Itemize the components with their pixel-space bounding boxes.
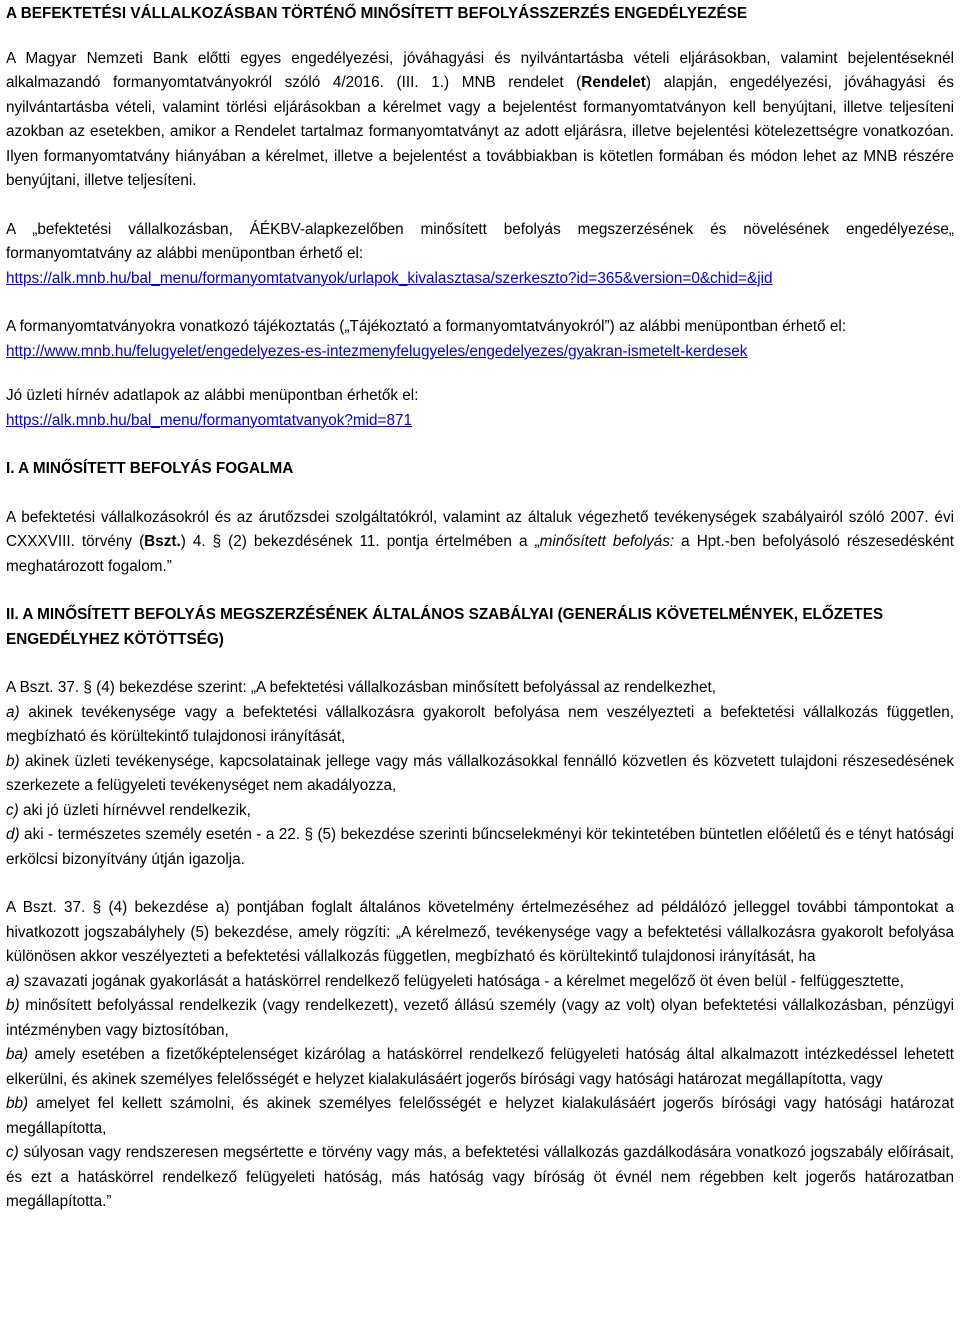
list-item — [6, 1043, 954, 1092]
list-item-text: amely esetében a fizetőképtelenséget kizárólag a hatáskörrel rendelkező felügyeleti hatóság által alkalmazott intézkedéssel lehetett elkerülni, és akinek személyes felelősségét e helyzet kialakulásáért jogerős bírósági vagy hatósági határozat megállapította, vagy — [6, 1046, 954, 1088]
list-item-text: súlyosan vagy rendszeresen megsértette e törvény vagy más, a befektetési vállalkozás gazdálkodására vonatkozó jogszabály előírásait, és ezt a hatáskörrel rendelkező felügyeleti hatóság, más hatóság vagy bíróság öt évnél nem régebben kelt jogerős határozatban megállapította.” — [6, 1144, 954, 1210]
list-item-text: minősített befolyással rendelkezik (vagy rendelkezett), vezető állású személy (vagy az volt) olyan befektetési vállalkozásban, pénzügyi intézményben vagy biztosítóban, — [6, 997, 954, 1039]
section-1-paragraph — [6, 506, 954, 580]
reputation-link[interactable]: https://alk.mnb.hu/bal_menu/formanyomtatvanyok?mid=871 — [6, 411, 413, 429]
list-item-text: szavazati jogának gyakorlását a hatáskörrel rendelkező felügyeleti hatósága - a kérelmet megelőző öt éven belül - felfüggesztette, — [19, 972, 904, 990]
list-item — [6, 994, 954, 1043]
list-item-text: akinek üzleti tevékenysége, kapcsolatainak jellege vagy más vállalkozásokkal fennálló közvetlen és közvetett tulajdoni részesedésének szerkezete a felügyeleti tevékenységet nem akadályozza, — [6, 752, 954, 794]
list-item — [6, 799, 954, 824]
section-2-intro-2: A Bszt. 37. § (4) bekezdése a) pontjában foglalt általános követelmény értelmezéséhez ad példálózó jelleggel további támpontokat a hivatkozott jogszabályhely (5) bekezdése, amely rögzíti: „A kérelmező, tevékenysége vagy a befektetési vállalkozásra gyakorolt befolyása különösen akkor veszélyezteti a befektetési vállalkozás független, megbízható és körültekintő tulajdonosi irányítását, ha — [6, 899, 954, 965]
list-item — [6, 970, 954, 995]
list-item-text: akinek tevékenysége vagy a befektetési vállalkozásra gyakorolt befolyása nem veszélyezteti a befektetési vállalkozás független, megbízható és körültekintő tulajdonosi irányítását, — [6, 703, 954, 745]
section-1-text-1: A befektetési vállalkozásokról és az árutőzsdei szolgáltatókról, valamint az általuk végezhető tevékenységek szabályairól szóló 2007. évi CXXXVIII. törvény ( — [6, 508, 954, 550]
list-item-text: aki jó üzleti hírnévvel rendelkezik, — [18, 801, 251, 819]
section-1-heading: I. A MINŐSÍTETT BEFOLYÁS FOGALMA — [6, 460, 294, 477]
list-item-text: aki - természetes személy esetén - a 22. § (5) bekezdése szerinti bűncselekményi kör tekintetében büntetlen előéletű és e tényt hatósági erkölcsi bizonyítvány útján igazolja. — [6, 826, 954, 868]
list-item-text: amelyet fel kellett számolni, és akinek személyes felelősségét e helyzet kialakulásáért jogerős bírósági vagy hatósági határozat megállapította, — [6, 1095, 954, 1137]
form-link-line — [6, 267, 954, 292]
list-item-label: a) — [6, 703, 20, 721]
form-paragraph: A „befektetési vállalkozásban, ÁÉKBV-alapkezelőben minősített befolyás megszerzésének és növelésének engedélyezése„ formanyomtatvány az alábbi menüpontban érhető el: — [6, 220, 954, 262]
list-item — [6, 750, 954, 799]
list-item — [6, 1092, 954, 1141]
list-item-label: c) — [6, 1144, 19, 1161]
info-link[interactable]: http://www.mnb.hu/felugyelet/engedelyezes-es-intezmenyfelugyeles/engedelyezes/gyakran-ismetelt-kerdesek — [6, 342, 748, 360]
list-item-label: ba) — [6, 1046, 29, 1063]
list-item — [6, 823, 954, 872]
info-link-line — [6, 340, 954, 365]
form-link[interactable]: https://alk.mnb.hu/bal_menu/formanyomtatvanyok/urlapok_kivalasztasa/szerkeszto?id=365&version=0&chid=&jid — [6, 269, 773, 287]
section-2-intro: A Bszt. 37. § (4) bekezdése szerint: „A befektetési vállalkozásban minősített befolyással az rendelkezhet, — [6, 679, 716, 696]
influence-term: minősített befolyás: — [539, 533, 675, 550]
list-item-label: bb) — [6, 1095, 29, 1112]
bszt-term: Bszt. — [144, 533, 181, 550]
section-1-text-3: a Hpt.-ben befolyásoló részesedésként meghatározott fogalom.” — [6, 533, 954, 575]
list-item — [6, 701, 954, 750]
reputation-link-line — [6, 409, 954, 434]
reputation-paragraph: Jó üzleti hírnév adatlapok az alábbi menüpontban érhetők el: — [6, 387, 419, 404]
section-1-text-2: ) 4. § (2) bekezdésének 11. pontja értelmében a „ — [180, 533, 540, 550]
intro-text-1: A Magyar Nemzeti Bank előtti egyes engedélyezési, jóváhagyási és nyilvántartásba vételi eljárásokban, valamint bejelentéseknél alkalmazandó formanyomtatványokról szóló 4/2016. (III. 1.) MNB rendelet ( — [6, 49, 954, 91]
intro-text-2: ) alapján, engedélyezési, jóváhagyási és nyilvántartásba vételi, valamint törlési eljárásokban a kérelmet vagy a bejelentést formanyomtatványon kell benyújtani, illetve teljesíteni azokban az esetekben, amikor a Rendelet tartalmaz formanyomtatványt az adott eljárásra, illetve bejelentési kötelezettségre vonatkozóan. Ilyen formanyomtatvány hiányában a kérelmet, illetve a bejelentést a továbbiakban is kötetlen formában és módon lehet az MNB részére benyújtani, illetve teljesíteni. — [6, 74, 955, 189]
list-item-label: a) — [6, 972, 20, 990]
rendelet-term: Rendelet — [581, 74, 646, 91]
info-paragraph: A formanyomtatványokra vonatkozó tájékoztatás („Tájékoztató a formanyomtatványokról”) az alábbi menüpontban érhető el: — [6, 318, 847, 335]
section-2-heading: II. A MINŐSÍTETT BEFOLYÁS MEGSZERZÉSÉNEK ÁLTALÁNOS SZABÁLYAI (GENERÁLIS KÖVETELMÉNYEK, ELŐZETES ENGEDÉLYHEZ KÖTÖTTSÉG) — [6, 606, 884, 648]
intro-paragraph — [6, 47, 954, 194]
list-item-label: d) — [6, 826, 20, 843]
list-item-label: b) — [6, 752, 20, 770]
list-item — [6, 1141, 954, 1215]
document-title: A BEFEKTETÉSI VÁLLALKOZÁSBAN TÖRTÉNŐ MINŐSÍTETT BEFOLYÁSSZERZÉS ENGEDÉLYEZÉSE — [6, 5, 748, 22]
document-page — [6, 2, 954, 1215]
list-item-label: c) — [6, 801, 19, 819]
list-item-label: b) — [6, 997, 20, 1014]
